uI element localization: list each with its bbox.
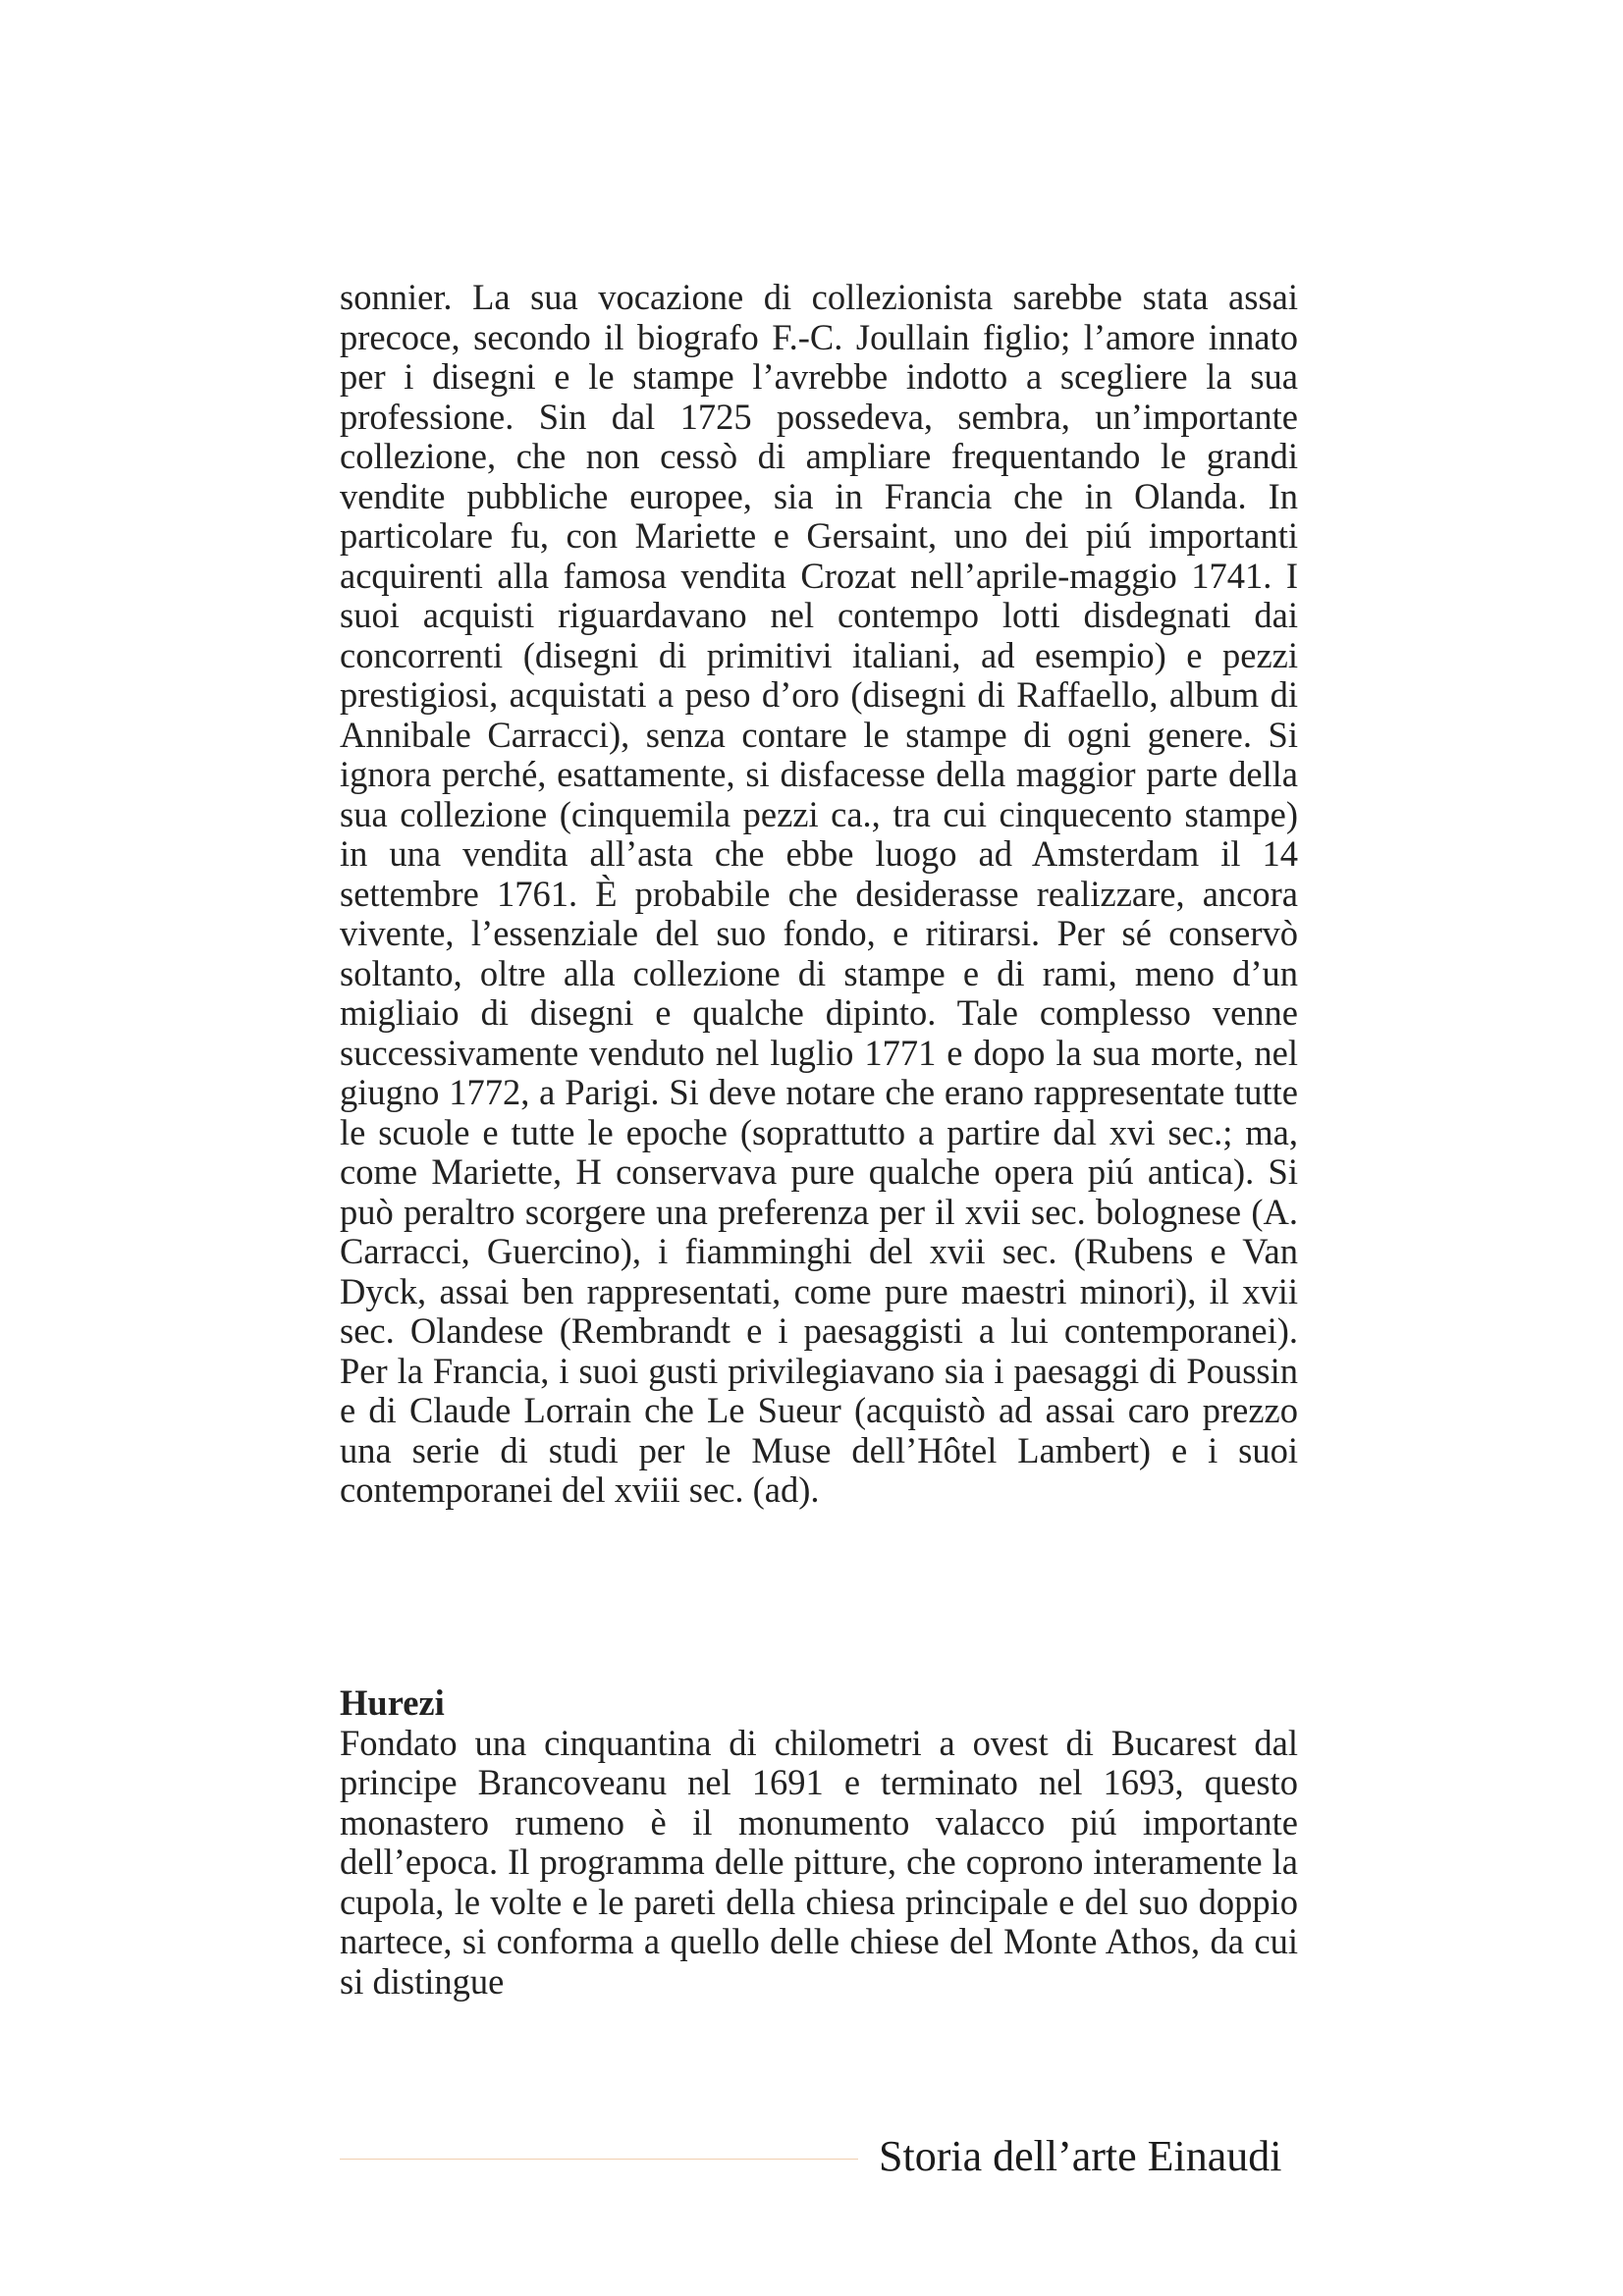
entry-continuation-paragraph: sonnier. La sua vocazione di collezionista sarebbe stata assai precoce, secondo il biografo F.-C. Joullain figlio; l’amore innato per i disegni e le stampe l’avrebbe indotto a scegliere la sua professione. Sin dal 1725 possedeva, sembra, un’importante collezione, che non cessò di ampliare frequentando le grandi vendite pubbliche europee, sia in Francia che in Olanda. In particolare fu, con Mariette e Gersaint, uno dei piú importanti acquirenti alla famosa vendita Crozat nell’aprile-maggio 1741. I suoi acquisti riguardavano nel contempo lotti disdegnati dai concorrenti (disegni di primitivi italiani, ad esempio) e pezzi prestigiosi, acquistati a peso d’oro (disegni di Raffaello, album di Annibale Carracci), senza contare le stampe di ogni genere. Si ignora perché, esattamente, si disfacesse della maggior parte della sua collezione (cinquemila pezzi ca., tra cui cinquecento stampe) in una vendita all’asta che ebbe luogo ad Amsterdam il 14 settembre 1761. È probabile che desiderasse realizzare, ancora vivente, l’essenziale del suo fondo, e ritirarsi. Per sé conservò soltanto, oltre alla collezione di stampe e di rami, meno d’un migliaio di disegni e qualche dipinto. Tale complesso venne successivamente venduto nel luglio 1771 e dopo la sua morte, nel giugno 1772, a Parigi. Si deve notare che erano rappresentate tutte le scuole e tutte le epoche (soprattutto a partire dal xvi sec.; ma, come Mariette, H conservava pure qualche opera piú antica). Si può peraltro scorgere una preferenza per il xvii sec. bolognese (A. Carracci, Guercino), i fiamminghi del xvii sec. (Rubens e Van Dyck, assai ben rappresentati, come pure maestri minori), il xvii sec. Olandese (Rembrandt e i paesaggisti a lui contemporanei). Per la Francia, i suoi gusti privilegiavano sia i paesaggi di Poussin e di Claude Lorrain che Le Sueur (acquistò ad assai caro prezzo una serie di studi per le Muse dell’Hôtel Lambert) e i suoi contemporanei del xviii sec. (ad). bbox=[340, 277, 1298, 1510]
entry-hurezi bbox=[340, 1683, 1298, 2002]
entry-continuation bbox=[340, 278, 1298, 1511]
footer-series-title: Storia dell’arte Einaudi bbox=[879, 2132, 1282, 2180]
entry-heading: Hurezi bbox=[340, 1682, 445, 1723]
footer-rule bbox=[340, 2159, 858, 2160]
entry-hurezi-paragraph: Fondato una cinquantina di chilometri a ovest di Bucarest dal principe Brancoveanu nel 1691 e terminato nel 1693, questo monastero rumeno è il monumento valacco piú importante dell’epoca. Il programma delle pitture, che coprono interamente la cupola, le volte e le pareti della chiesa principale e del suo doppio nartece, si conforma a quello delle chiese del Monte Athos, da cui si distingue bbox=[340, 1722, 1298, 2002]
